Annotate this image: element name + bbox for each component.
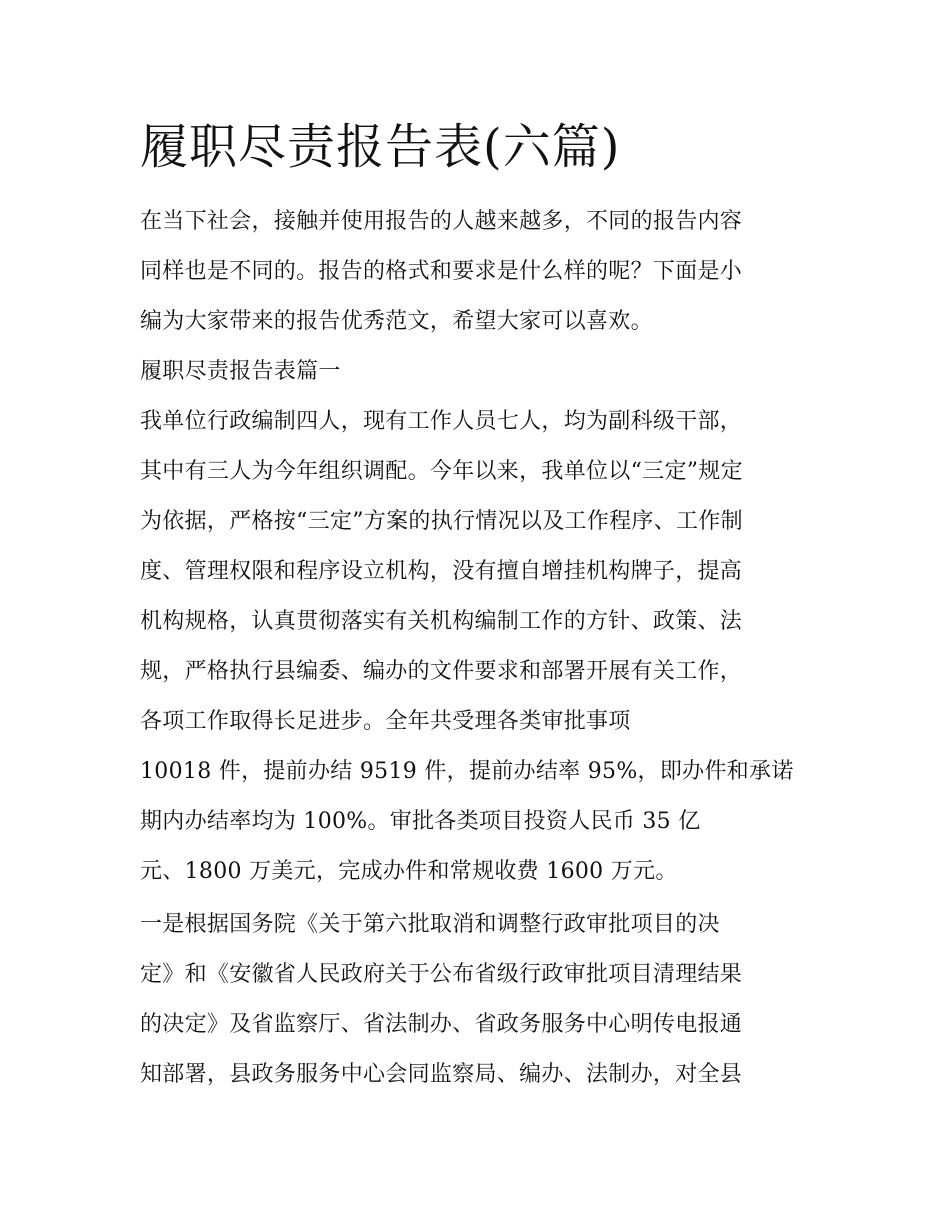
page-title: 履职尽责报告表(六篇) <box>140 119 621 175</box>
body-line: 机构规格，认真贯彻落实有关机构编制工作的方针、政策、法 <box>140 609 743 634</box>
intro-line: 在当下社会，接触并使用报告的人越来越多，不同的报告内容 <box>140 209 743 234</box>
body-line: 定》和《安徽省人民政府关于公布省级行政审批项目清理结果 <box>140 962 743 987</box>
body-line: 一是根据国务院《关于第六批取消和调整行政审批项目的决 <box>140 912 720 937</box>
body-line: 度、管理权限和程序设立机构，没有擅自增挂机构牌子，提高 <box>140 559 743 584</box>
body-line: 元、1800 万美元，完成办件和常规收费 1600 万元。 <box>140 859 678 884</box>
body-line: 各项工作取得长足进步。全年共受理各类审批事项 <box>140 709 631 734</box>
section-heading: 履职尽责报告表篇一 <box>140 359 341 384</box>
intro-line: 编为大家带来的报告优秀范文，希望大家可以喜欢。 <box>140 309 653 334</box>
body-line: 为依据，严格按“三定”方案的执行情况以及工作程序、工作制 <box>140 509 743 534</box>
body-line: 其中有三人为今年组织调配。今年以来，我单位以“三定”规定 <box>140 459 743 484</box>
body-line: 知部署，县政务服务中心会同监察局、编办、法制办，对全县 <box>140 1062 743 1087</box>
body-line: 的决定》及省监察厅、省法制办、省政务服务中心明传电报通 <box>140 1012 743 1037</box>
body-line: 10018 件，提前办结 9519 件，提前办结率 95%，即办件和承诺 <box>140 759 794 784</box>
body-line: 规，严格执行县编委、编办的文件要求和部署开展有关工作， <box>140 659 743 684</box>
body-line: 期内办结率均为 100%。审批各类项目投资人民币 35 亿 <box>140 809 701 834</box>
body-line: 我单位行政编制四人，现有工作人员七人，均为副科级干部， <box>140 409 743 434</box>
intro-line: 同样也是不同的。报告的格式和要求是什么样的呢？下面是小 <box>140 259 743 284</box>
